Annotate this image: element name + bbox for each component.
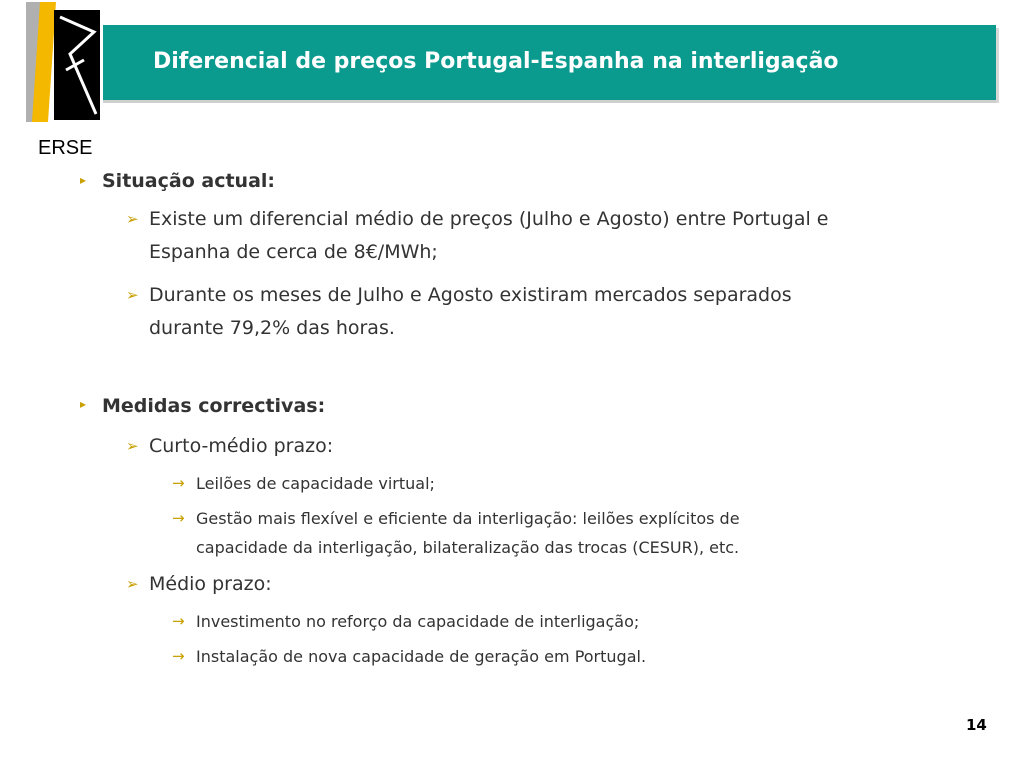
triangle-bullet-icon: ▸ (80, 173, 87, 187)
bullet-text: Espanha de cerca de 8€/MWh; (149, 241, 438, 263)
sub-bullet-text: Investimento no reforço da capacidade de interligação; (196, 612, 640, 631)
arrowhead-bullet-icon: ➢ (126, 286, 139, 304)
logo-text: ERSE (38, 137, 93, 159)
arrow-right-icon: → (172, 474, 185, 492)
bullet-text: Durante os meses de Julho e Agosto existiram mercados separados (149, 284, 792, 306)
arrowhead-bullet-icon: ➢ (126, 575, 139, 593)
page-number: 14 (966, 716, 987, 734)
bullet-text: Médio prazo: (149, 573, 272, 595)
sub-bullet-text: Leilões de capacidade virtual; (196, 474, 435, 493)
triangle-bullet-icon: ▸ (80, 397, 87, 411)
erse-logo (26, 2, 102, 122)
sub-bullet-text: Instalação de nova capacidade de geração em Portugal. (196, 647, 647, 666)
arrowhead-bullet-icon: ➢ (126, 437, 139, 455)
section-heading: Situação actual: (102, 170, 276, 192)
bullet-text: durante 79,2% das horas. (149, 317, 395, 339)
title-divider (103, 100, 996, 103)
arrow-right-icon: → (172, 612, 185, 630)
bullet-text: Existe um diferencial médio de preços (Julho e Agosto) entre Portugal e (149, 208, 829, 230)
arrow-right-icon: → (172, 647, 185, 665)
section-heading: Medidas correctivas: (102, 395, 326, 417)
slide-title: Diferencial de preços Portugal-Espanha na interligação (153, 49, 839, 74)
sub-bullet-text: Gestão mais flexível e eficiente da interligação: leilões explícitos de (196, 509, 740, 528)
sub-bullet-text: capacidade da interligação, bilateralização das trocas (CESUR), etc. (196, 538, 740, 557)
bullet-text: Curto-médio prazo: (149, 435, 334, 457)
arrowhead-bullet-icon: ➢ (126, 210, 139, 228)
arrow-right-icon: → (172, 509, 185, 527)
